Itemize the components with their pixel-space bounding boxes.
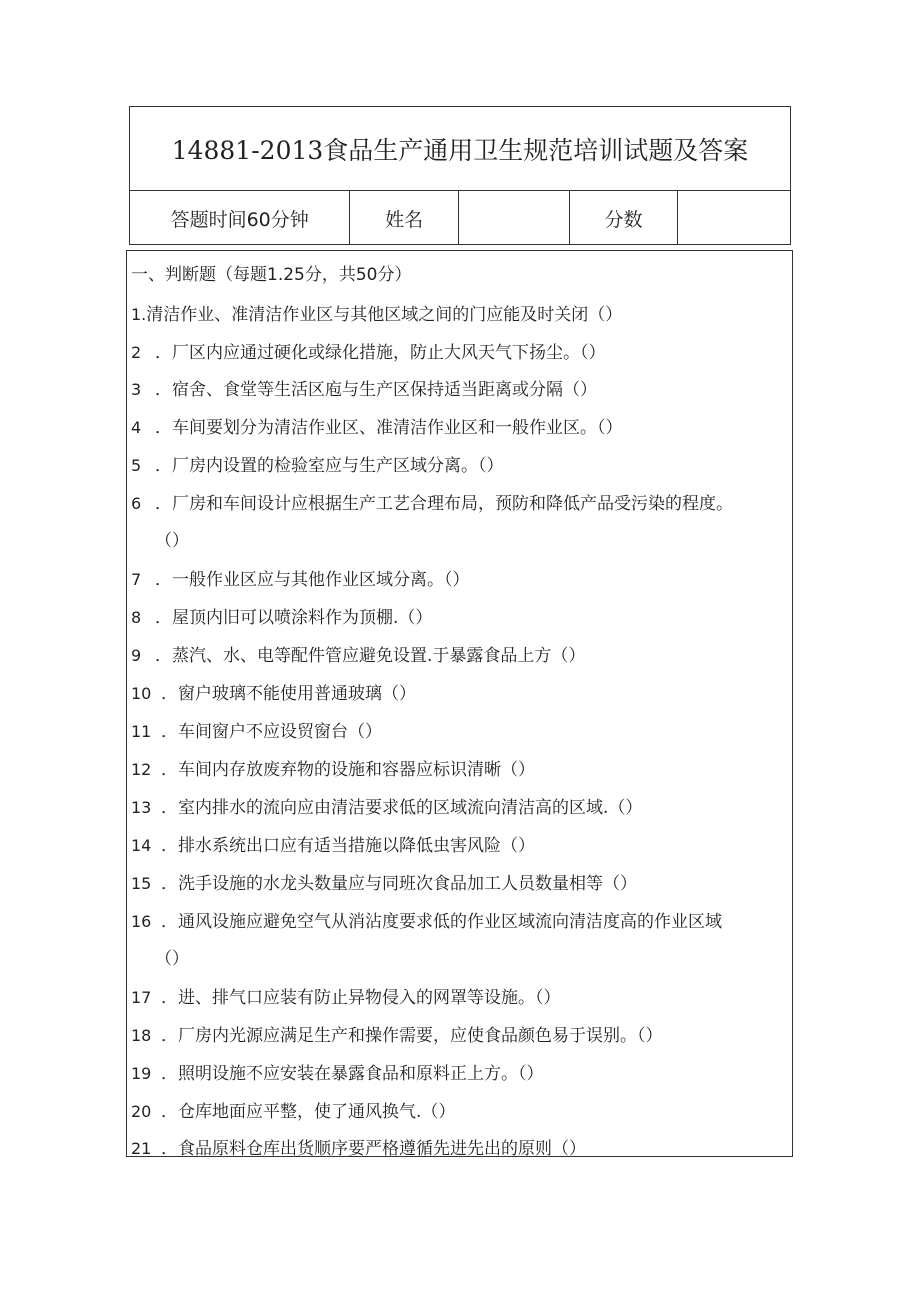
question-number: 9: [131, 646, 142, 665]
question-text: 清洁作业、准清洁作业区与其他区域之间的门应能及时关闭（）: [146, 305, 623, 325]
section-title: 一、判断题（每题1.25分，共50分）: [131, 265, 412, 285]
question-text: ．厂区内应通过硬化或绿化措施，防止大风天气下扬尘。（）: [155, 343, 606, 363]
question-item: [131, 717, 382, 742]
question-number: 14: [131, 836, 152, 855]
question-text: ．仓库地面应平整，使了通风换气.（）: [161, 1102, 456, 1122]
question-text: ．车间要划分为清洁作业区、准清洁作业区和一般作业区。（）: [155, 418, 623, 438]
question-text: ．洗手设施的水龙头数量应与同班次食品加工人员数量相等（）: [161, 874, 637, 894]
question-item: [131, 1059, 544, 1084]
question-item: [131, 907, 722, 932]
question-item: [131, 679, 416, 704]
question-item: [131, 451, 504, 476]
question-number: 21: [131, 1139, 152, 1158]
question-number: 12: [131, 760, 152, 779]
score-field[interactable]: [678, 191, 790, 245]
question-item: [131, 1021, 663, 1046]
question-text: ．室内排水的流向应由清洁要求低的区域流向清洁高的区域.（）: [161, 798, 643, 818]
question-text: ．厂房内光源应满足生产和操作需要，应使食品颜色易于误别。（）: [161, 1026, 663, 1046]
question-text: ．照明设施不应安装在暴露食品和原料正上方。（）: [161, 1064, 544, 1084]
questions-box: [126, 250, 793, 1157]
question-text: ．宿舍、食堂等生活区庖与生产区保持适当距离或分隔（）: [155, 380, 597, 400]
question-item: [131, 489, 733, 514]
question-item: [131, 603, 432, 628]
question-number: 20: [131, 1102, 152, 1121]
question-text: ．蒸汽、水、电等配件管应避免设置.于暴露食品上方（）: [155, 646, 586, 666]
question-number: 5: [131, 456, 142, 475]
question-item: [131, 1134, 586, 1159]
question-text: ．食品原料仓库出货顺序要严格遵循先进先出的原则（）: [161, 1139, 586, 1159]
question-number: 15: [131, 874, 152, 893]
question-item: [131, 413, 623, 438]
question-number: 17: [131, 988, 152, 1007]
question-number: 8: [131, 608, 142, 627]
question-number: 18: [131, 1026, 152, 1045]
question-item: [131, 869, 637, 894]
question-text: ．厂房和车间设计应根据生产工艺合理布局，预防和降低产品受污染的程度。: [155, 494, 733, 514]
question-item: [131, 375, 597, 400]
question-number: 2: [131, 343, 142, 362]
question-item: [131, 793, 642, 818]
time-label: 答题时间60分钟: [130, 191, 350, 245]
question-text: ．排水系统出口应有适当措施以降低虫害风险（）: [161, 836, 535, 856]
question-item: [131, 983, 561, 1008]
question-item: [131, 338, 606, 363]
info-row: [130, 191, 790, 245]
question-text: ．屋顶内旧可以喷涂料作为顶棚.（）: [155, 608, 433, 628]
question-continuation: （）: [155, 949, 189, 969]
question-item: [131, 1097, 455, 1122]
question-number: 4: [131, 418, 142, 437]
question-number: 13: [131, 798, 152, 817]
question-text: ．车间窗户不应设贸窗台（）: [161, 722, 382, 742]
question-item: [131, 565, 470, 590]
question-item: [131, 831, 535, 856]
question-text: ．厂房内设置的检验室应与生产区域分离。（）: [155, 456, 504, 476]
question-number: 6: [131, 494, 142, 513]
question-text: ．车间内存放废弃物的设施和容器应标识清晰（）: [161, 760, 535, 780]
question-text: ．进、排气口应装有防止异物侵入的网罩等设施。（）: [161, 988, 561, 1008]
name-label: 姓名: [350, 191, 459, 245]
question-number: 16: [131, 912, 152, 931]
question-item: [131, 755, 535, 780]
document-title: 14881-2013食品生产通用卫生规范培训试题及答案: [130, 107, 790, 191]
question-item: [131, 300, 622, 325]
question-text: ．通风设施应避免空气从消沾度要求低的作业区域流向清洁度高的作业区域: [161, 912, 722, 932]
question-item: [131, 641, 585, 666]
question-number: 19: [131, 1064, 152, 1083]
score-label: 分数: [570, 191, 679, 245]
question-number: 1.: [131, 305, 147, 324]
question-text: ．窗户玻璃不能使用普通玻璃（）: [161, 684, 416, 704]
question-continuation: （）: [155, 531, 189, 551]
name-field[interactable]: [459, 191, 570, 245]
question-text: ．一般作业区应与其他作业区域分离。（）: [155, 570, 470, 590]
question-number: 7: [131, 570, 142, 589]
header-table: [129, 106, 791, 245]
question-number: 10: [131, 684, 152, 703]
question-number: 11: [131, 722, 152, 741]
question-number: 3: [131, 380, 142, 399]
